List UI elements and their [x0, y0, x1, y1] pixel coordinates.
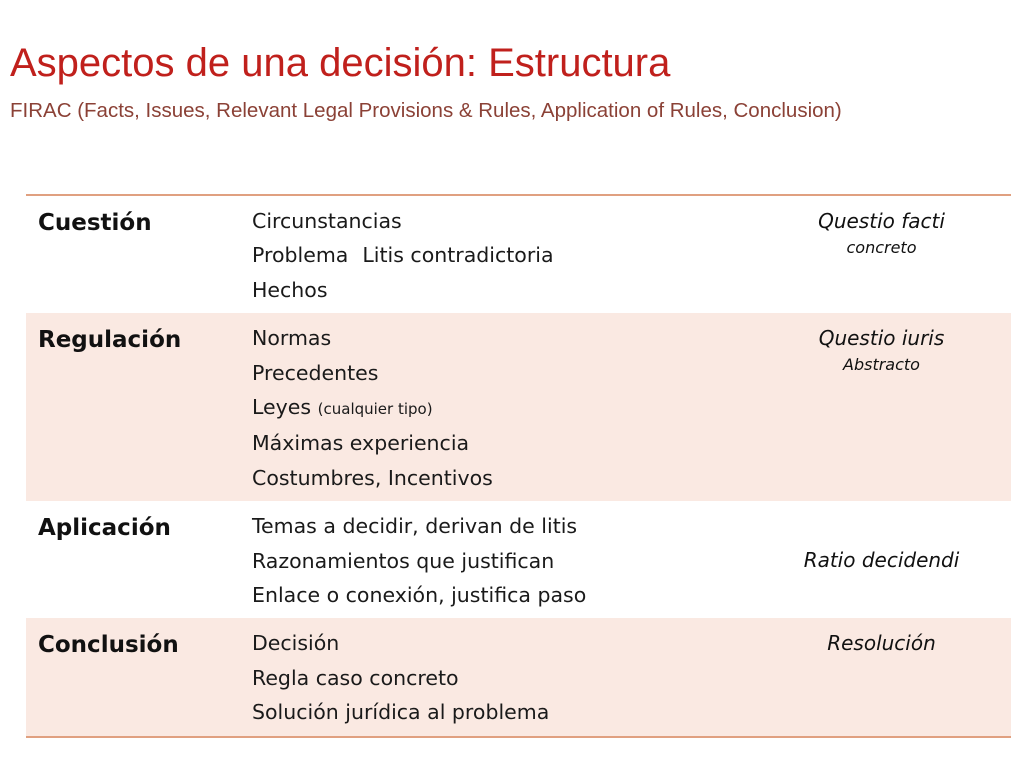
category-label: Questio facti: [818, 209, 945, 233]
list-item: Costumbres, Incentivos: [252, 465, 493, 490]
table-row-conclusion: [26, 618, 1011, 736]
stage-label: Cuestión: [38, 210, 152, 236]
stage-cell: [26, 195, 252, 313]
items-cell: [252, 195, 752, 313]
category-note: concreto: [846, 238, 917, 257]
items-cell: [252, 618, 752, 736]
slide-subtitle: FIRAC (Facts, Issues, Relevant Legal Provisions & Rules, Application of Rules, Conclusion): [10, 99, 842, 122]
stage-cell: [26, 501, 252, 618]
category-cell: [752, 618, 1011, 736]
list-item: Circunstancias: [252, 209, 402, 233]
table-row-regulacion: [26, 313, 1011, 501]
list-item: Solución jurídica al problema: [252, 700, 550, 725]
list-item: Temas a decidir, derivan de litis: [252, 514, 578, 539]
items-cell: [252, 313, 752, 501]
list-item-text: Problema: [252, 243, 349, 268]
category-note: Abstracto: [843, 355, 920, 375]
stage-label: Regulación: [38, 327, 182, 354]
list-item: Máximas experiencia: [252, 431, 470, 456]
list-item-text: Litis contradictoria: [362, 243, 554, 268]
category-cell: [752, 501, 1011, 618]
category-label: Resolución: [827, 631, 936, 656]
category-cell: [752, 313, 1011, 501]
category-label: Questio iuris: [818, 326, 945, 351]
list-item: Regla caso concreto: [252, 665, 459, 690]
stage-cell: [26, 313, 252, 501]
table-row-aplicacion: [26, 501, 1011, 618]
list-item-text: Leyes: [252, 395, 312, 420]
list-item: Decisión: [252, 631, 340, 656]
firac-table: [26, 194, 1011, 738]
list-item: Normas: [252, 326, 332, 351]
list-item: Enlace o conexión, justifica paso: [252, 583, 587, 608]
list-item: Precedentes: [252, 360, 379, 385]
list-item: [252, 390, 752, 426]
list-item: Hechos: [252, 277, 328, 302]
slide-title: Aspectos de una decisión: Estructura: [10, 41, 671, 85]
stage-label: Conclusión: [38, 632, 179, 659]
items-list: [252, 618, 752, 735]
category-label: Ratio decidendi: [803, 547, 960, 572]
category-cell: [752, 195, 1011, 313]
items-list: [252, 501, 752, 618]
items-cell: [252, 501, 752, 618]
table-row-cuestion: [26, 195, 1011, 313]
list-item: [252, 238, 752, 272]
stage-cell: [26, 618, 252, 736]
stage-label: Aplicación: [38, 515, 171, 542]
items-list: [252, 313, 752, 501]
list-item-note: (cualquier tipo): [317, 400, 433, 419]
items-list: [252, 196, 752, 313]
list-item: Razonamientos que justifican: [252, 548, 555, 573]
